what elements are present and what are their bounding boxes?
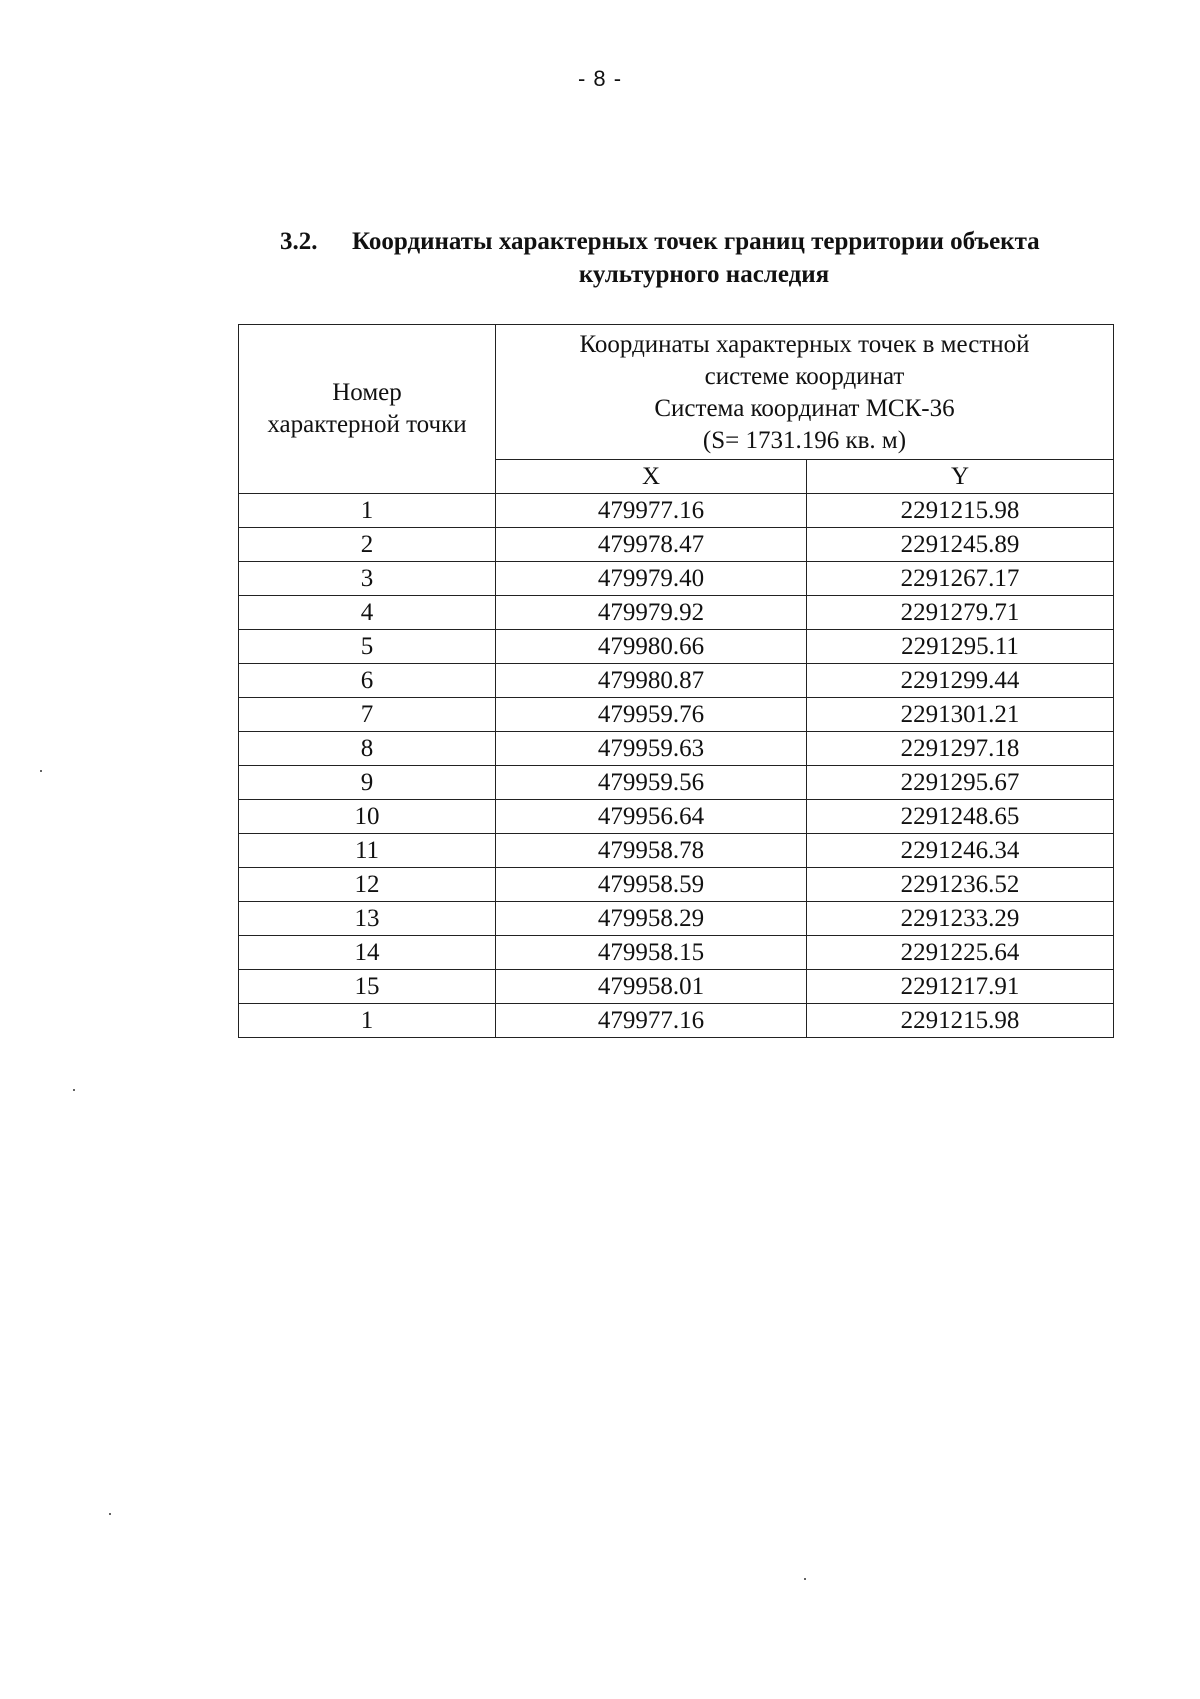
table-row: [239, 834, 1114, 868]
scan-speck: [73, 1089, 75, 1091]
table-row: [239, 732, 1114, 766]
x-coordinate-cell: 479956.64: [496, 800, 807, 834]
point-number-cell: 6: [239, 664, 496, 698]
point-number-cell: 1: [239, 494, 496, 528]
x-coordinate-cell: 479959.63: [496, 732, 807, 766]
x-coordinate-cell: 479958.29: [496, 902, 807, 936]
page-number: - 8 -: [577, 66, 623, 91]
x-coordinate-cell: 479978.47: [496, 528, 807, 562]
table-row: [239, 800, 1114, 834]
x-coordinate-cell: 479977.16: [496, 494, 807, 528]
x-coordinate-cell: 479980.87: [496, 664, 807, 698]
group-header-line: Система координат МСК-36: [654, 395, 955, 422]
table-row: [239, 596, 1114, 630]
section-number: 3.2.: [280, 228, 318, 255]
table-row: [239, 902, 1114, 936]
x-coordinate-cell: 479959.76: [496, 698, 807, 732]
point-number-cell: 11: [239, 834, 496, 868]
y-coordinate-cell: 2291245.89: [807, 528, 1114, 562]
table-row: [239, 970, 1114, 1004]
y-coordinate-cell: 2291295.67: [807, 766, 1114, 800]
point-number-cell: 7: [239, 698, 496, 732]
point-number-cell: 2: [239, 528, 496, 562]
y-coordinate-cell: 2291295.11: [807, 630, 1114, 664]
y-coordinate-cell: 2291248.65: [807, 800, 1114, 834]
table-row: [239, 936, 1114, 970]
y-header: Y: [807, 460, 1114, 494]
table-header-row: [239, 325, 1114, 460]
table-row: [239, 664, 1114, 698]
x-coordinate-cell: 479980.66: [496, 630, 807, 664]
point-number-cell: 5: [239, 630, 496, 664]
point-number-cell: 1: [239, 1004, 496, 1038]
table-row: [239, 528, 1114, 562]
coordinates-group-header: [496, 325, 1114, 460]
point-number-cell: 8: [239, 732, 496, 766]
y-coordinate-cell: 2291299.44: [807, 664, 1114, 698]
x-coordinate-cell: 479958.78: [496, 834, 807, 868]
y-coordinate-cell: 2291215.98: [807, 1004, 1114, 1038]
point-number-cell: 12: [239, 868, 496, 902]
y-coordinate-cell: 2291236.52: [807, 868, 1114, 902]
point-number-cell: 3: [239, 562, 496, 596]
point-number-cell: 14: [239, 936, 496, 970]
point-number-cell: 15: [239, 970, 496, 1004]
table-row: [239, 1004, 1114, 1038]
coordinates-table: [238, 324, 1114, 1038]
point-number-cell: 9: [239, 766, 496, 800]
point-header-line: характерной точки: [267, 411, 467, 438]
point-number-header: [239, 325, 496, 494]
table-row: [239, 562, 1114, 596]
table-row: [239, 698, 1114, 732]
point-number-cell: 4: [239, 596, 496, 630]
section-heading: [280, 225, 1140, 291]
group-header-line: (S= 1731.196 кв. м): [702, 427, 907, 454]
table-row: [239, 494, 1114, 528]
y-coordinate-cell: 2291233.29: [807, 902, 1114, 936]
point-number-cell: 10: [239, 800, 496, 834]
y-coordinate-cell: 2291301.21: [807, 698, 1114, 732]
y-coordinate-cell: 2291267.17: [807, 562, 1114, 596]
y-coordinate-cell: 2291215.98: [807, 494, 1114, 528]
x-coordinate-cell: 479979.40: [496, 562, 807, 596]
group-header-line: системе координат: [704, 363, 905, 390]
y-coordinate-cell: 2291279.71: [807, 596, 1114, 630]
table-row: [239, 868, 1114, 902]
x-header: X: [496, 460, 807, 494]
x-coordinate-cell: 479958.59: [496, 868, 807, 902]
x-coordinate-cell: 479979.92: [496, 596, 807, 630]
y-coordinate-cell: 2291297.18: [807, 732, 1114, 766]
section-title-line2: культурного наследия: [578, 261, 830, 288]
section-title-line1: Координаты характерных точек границ территории объекта: [352, 228, 1040, 255]
section-heading-line1: [280, 225, 1140, 258]
point-number-cell: 13: [239, 902, 496, 936]
x-coordinate-cell: 479977.16: [496, 1004, 807, 1038]
y-coordinate-cell: 2291217.91: [807, 970, 1114, 1004]
scan-speck: [40, 770, 42, 772]
group-header-line: Координаты характерных точек в местной: [579, 331, 1030, 358]
table-row: [239, 766, 1114, 800]
table-body: [239, 494, 1114, 1038]
y-coordinate-cell: 2291225.64: [807, 936, 1114, 970]
x-coordinate-cell: 479958.15: [496, 936, 807, 970]
y-coordinate-cell: 2291246.34: [807, 834, 1114, 868]
scan-speck: [109, 1513, 111, 1515]
x-coordinate-cell: 479959.56: [496, 766, 807, 800]
table-row: [239, 630, 1114, 664]
point-header-line: Номер: [332, 379, 402, 406]
x-coordinate-cell: 479958.01: [496, 970, 807, 1004]
scan-speck: [804, 1578, 806, 1580]
